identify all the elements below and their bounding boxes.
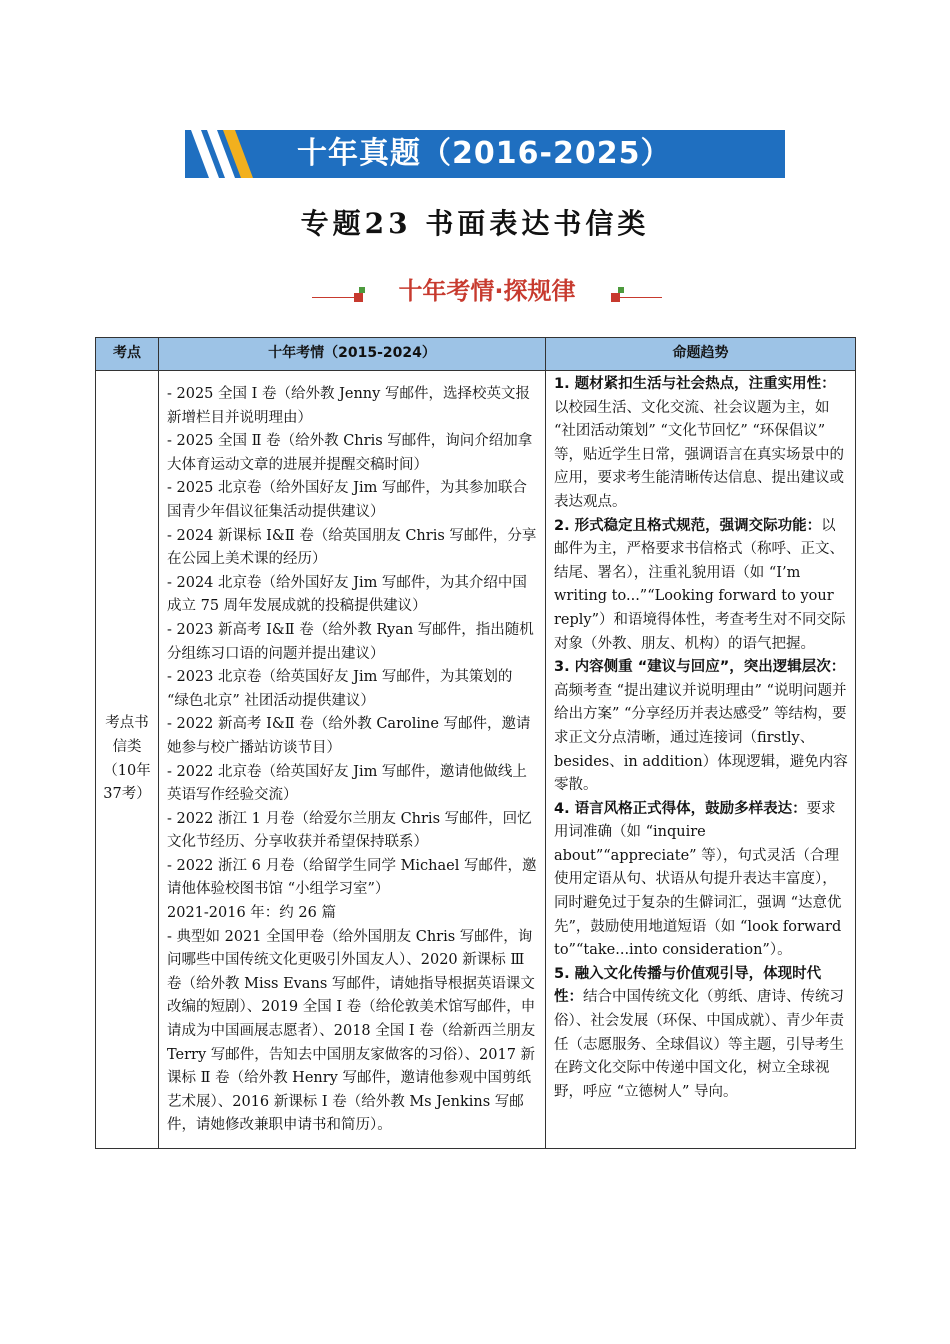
trend-text: 以校园生活、文化交流、社会议题为主，如 “社团活动策划” “文化节回忆” “环保倡议” 等，贴近学生日常，强调语言在真实场景中的应用，要求考生能清晰传达信息、提出建议或表达观点。	[554, 399, 844, 510]
history-item: - 2023 新高考 Ⅰ&Ⅱ 卷（给外教 Ryan 写邮件，指出随机分组练习口语的问题并提出建议）	[167, 621, 534, 662]
trend-heading: 3. 内容侧重 “建议与回应”，突出逻辑层次：	[554, 659, 846, 676]
square-decoration	[354, 293, 363, 302]
history-item: - 2024 新课标 Ⅰ&Ⅱ 卷（给英国朋友 Chris 写邮件，分享在公园上美术课的经历）	[167, 527, 537, 568]
trend-heading: 2. 形式稳定且格式规范，强调交际功能：	[554, 517, 822, 534]
trend-item	[554, 515, 849, 657]
trend-item	[554, 656, 849, 798]
history-item: - 2022 北京卷（给英国好友 Jim 写邮件，邀请他做线上英语写作经验交流）	[167, 763, 527, 804]
trend-item	[554, 963, 849, 1105]
divider-line-right	[620, 297, 662, 298]
header-banner	[185, 130, 785, 178]
square-decoration	[359, 287, 365, 293]
divider-line-left	[312, 297, 354, 298]
trend-text: 高频考查 “提出建议并说明理由” “说明问题并给出方案” “分享经历并表达感受” 等结构，要求正文分点清晰，通过连接词（firstly、besides、in addition）体现逻辑，避免内容零散。	[554, 682, 848, 794]
square-decoration	[618, 287, 624, 293]
banner-title: 十年真题（2016-2025）	[297, 136, 672, 171]
history-item: - 2025 北京卷（给外国好友 Jim 写邮件，为其参加联合国青少年倡议征集活动提供建议）	[167, 480, 527, 520]
point-cell: 考点书信类（10年37考）	[96, 371, 159, 1149]
page-title: 专题23 书面表达书信类	[300, 207, 650, 240]
header-history: 十年考情（2015-2024）	[159, 338, 546, 371]
square-decoration	[611, 293, 620, 302]
history-item: - 2023 北京卷（给英国好友 Jim 写邮件，为其策划的 “绿色北京” 社团活动提供建议）	[167, 669, 513, 709]
trend-text: 要求用词准确（如 “inquire about”“appreciate” 等），句式灵活（合理使用定语从句、状语从句提升表达丰富度），同时避免过于复杂的生僻词汇，强调 “达意优先”，鼓励使用地道短语（如 “look forward to”“take...into consideration”）。	[554, 800, 842, 959]
trend-text: 以邮件为主，严格要求书信格式（称呼、正文、结尾、署名），注重礼貌用语（如 “I’m writing to...”“Looking forward to your reply”）和语境得体性，考查考生对不同交际对象（外教、朋友、机构）的语气把握。	[554, 517, 846, 652]
trend-heading: 1. 题材紧扣生活与社会热点，注重实用性：	[554, 376, 836, 392]
history-item: - 2022 浙江 1 月卷（给爱尔兰朋友 Chris 写邮件，回忆文化节经历、分享收获并希望保持联系）	[167, 810, 532, 851]
trend-heading: 5. 融入文化传播与价值观引导，体现时代性：	[554, 965, 822, 1006]
table-header-row	[96, 338, 856, 371]
trend-cell	[546, 371, 856, 1149]
header-trend: 命题趋势	[546, 338, 856, 371]
exam-table	[95, 337, 856, 1149]
trend-heading: 4. 语言风格正式得体，鼓励多样表达：	[554, 800, 807, 817]
stripes-decoration	[185, 130, 285, 178]
history-item: - 2022 浙江 6 月卷（给留学生同学 Michael 写邮件，邀请他体验校图书馆 “小组学习室”）	[167, 857, 537, 898]
section-banner	[312, 272, 662, 312]
header-point: 考点	[96, 338, 159, 371]
history-cell	[159, 371, 546, 1149]
history-item: - 2025 全国 Ⅱ 卷（给外教 Chris 写邮件，询问介绍加拿大体育运动文章的进展并提醒交稿时间）	[167, 433, 533, 473]
history-item: - 典型如 2021 全国甲卷（给外国朋友 Chris 写邮件，询问哪些中国传统文化更吸引外国友人）、2020 新课标 Ⅲ 卷（给外教 Miss Evans 写邮件，请她指导根据英语课文改编的短剧）、2019 全国 Ⅰ 卷（给伦敦美术馆写邮件，申请成为中国画展志愿者）、2018 全国 Ⅰ 卷（给新西兰朋友 Terry 写邮件，告知去中国朋友家做客的习俗）、2017 新课标 Ⅱ 卷（给外教 Henry 写邮件，邀请他参观中国剪纸艺术展）、2016 新课标 Ⅰ 卷（给外教 Ms Jenkins 写邮件，请她修改兼职申请书和简历）。	[167, 928, 536, 1134]
history-item: - 2022 新高考 Ⅰ&Ⅱ 卷（给外教 Caroline 写邮件，邀请她参与校广播站访谈节目）	[167, 716, 531, 756]
history-item: - 2025 全国 Ⅰ 卷（给外教 Jenny 写邮件，选择校英文报新增栏目并说明理由）	[167, 386, 530, 426]
section-title: 十年考情·探规律	[398, 277, 576, 305]
history-summary: 2021-2016 年：约 26 篇	[167, 905, 336, 922]
trend-text: 结合中国传统文化（剪纸、唐诗、传统习俗）、社会发展（环保、中国成就）、青少年责任（志愿服务、全球倡议）等主题，引导考生在跨文化交际中传递中国文化，树立全球视野，呼应 “立德树人” 导向。	[554, 989, 844, 1100]
trend-item	[554, 798, 849, 963]
trend-item	[554, 373, 849, 515]
history-item: - 2024 北京卷（给外国好友 Jim 写邮件，为其介绍中国成立 75 周年发展成就的投稿提供建议）	[167, 574, 527, 615]
table-row	[96, 371, 856, 1149]
